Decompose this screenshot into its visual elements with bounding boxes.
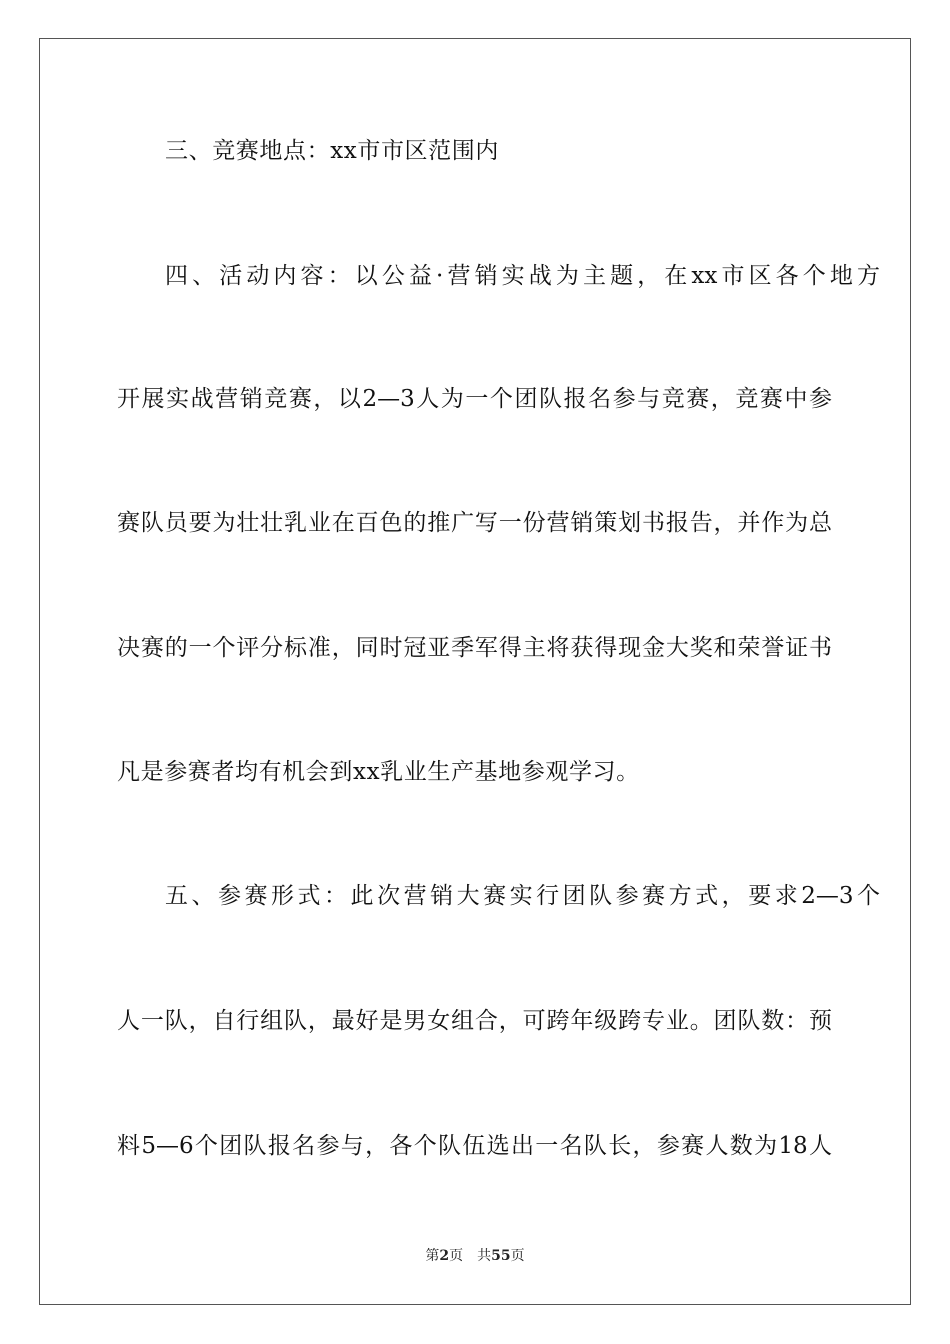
page-number: 2 (439, 1248, 450, 1264)
page-footer (0, 1247, 950, 1265)
paragraph-line: 人一队，自行组队，最好是男女组合，可跨年级跨专业。团队数：预 (117, 1008, 832, 1034)
page-border (39, 38, 911, 1305)
paragraph-line-participation-format: 五、参赛形式：此次营销大赛实行团队参赛方式，要求2—3个 (165, 883, 880, 909)
page-prefix: 第 (425, 1248, 440, 1264)
paragraph-line: 料5—6个团队报名参与，各个队伍选出一名队长，参赛人数为18人 (117, 1133, 832, 1159)
total-pages: 55 (491, 1248, 511, 1264)
paragraph-line: 开展实战营销竞赛，以2—3人为一个团队报名参与竞赛，竞赛中参 (117, 386, 832, 412)
paragraph-line: 赛队员要为壮壮乳业在百色的推广写一份营销策划书报告，并作为总 (117, 510, 832, 536)
total-prefix: 共 (477, 1248, 492, 1264)
paragraph-line-competition-location: 三、竞赛地点：xx市市区范围内 (165, 138, 499, 164)
paragraph-line: 决赛的一个评分标准，同时冠亚季军得主将获得现金大奖和荣誉证书 (117, 635, 832, 661)
paragraph-line: 凡是参赛者均有机会到xx乳业生产基地参观学习。 (117, 759, 640, 785)
total-suffix: 页 (510, 1248, 525, 1264)
page-suffix: 页 (449, 1248, 464, 1264)
paragraph-line-activity-content: 四、活动内容：以公益·营销实战为主题，在xx市区各个地方 (165, 263, 880, 289)
